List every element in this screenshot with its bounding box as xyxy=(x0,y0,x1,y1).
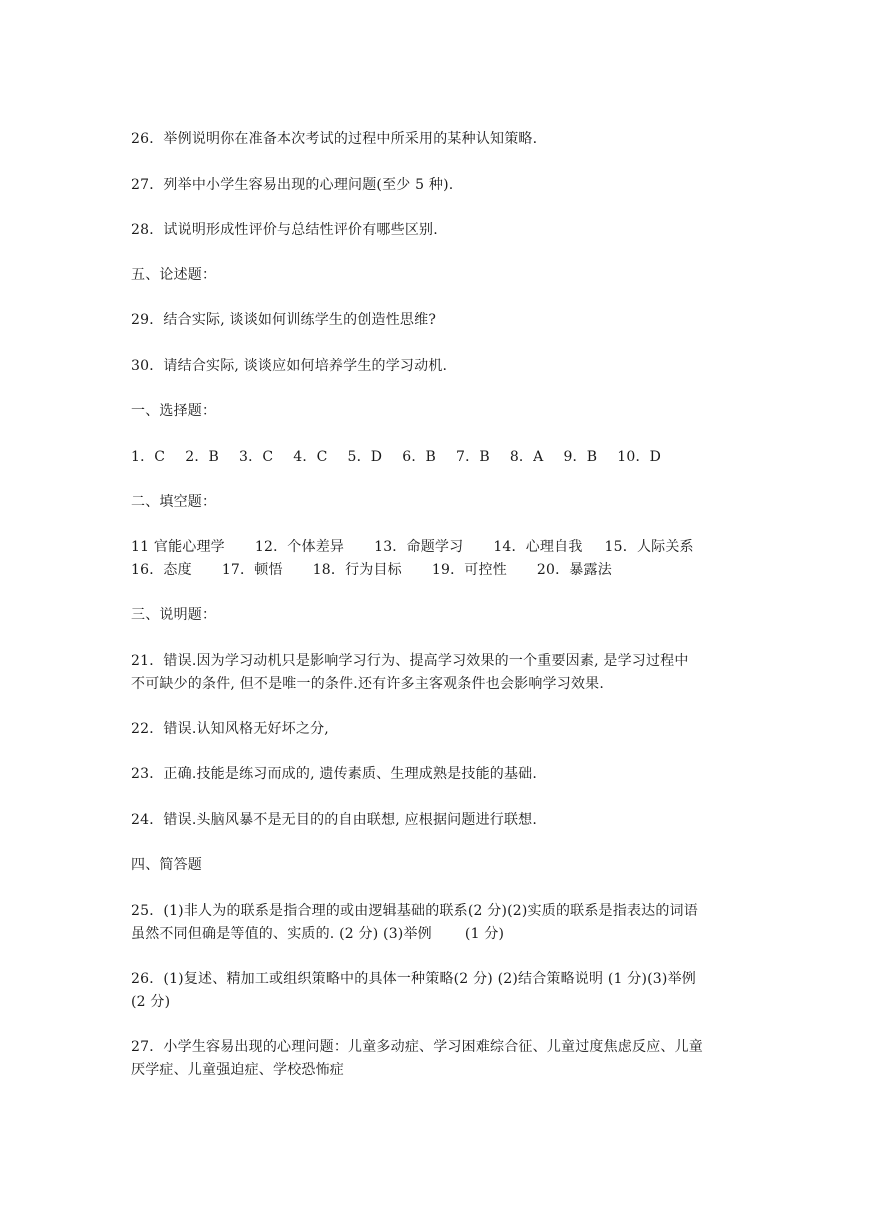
fill-answers-row-2 xyxy=(131,559,612,581)
answer-21-line-1: 21．错误.因为学习动机只是影响学习行为、提高学习效果的一个重要因素, 是学习过程中 xyxy=(131,653,689,669)
choice-answer: 4．C xyxy=(293,449,328,465)
fill-answer: 11 官能心理学 xyxy=(131,539,225,555)
question-30: 30．请结合实际, 谈谈应如何培养学生的学习动机. xyxy=(131,358,448,374)
answer-26-line-2: (2 分) xyxy=(131,994,171,1010)
answers-explain-heading: 三、说明题： xyxy=(131,607,217,623)
answer-26-line-1: 26．(1)复述、精加工或组织策略中的具体一种策略(2 分) (2)结合策略说明 (1 分)(3)举例 xyxy=(131,971,696,987)
fill-answer: 18．行为目标 xyxy=(312,562,402,578)
answer-21-line-2: 不可缺少的条件, 但不是唯一的条件.还有许多主客观条件也会影响学习效果. xyxy=(131,676,604,692)
answers-choice-heading: 一、选择题： xyxy=(131,403,217,419)
choice-answer: 7．B xyxy=(456,449,490,465)
choice-answer: 5．D xyxy=(347,449,383,465)
answers-fill-heading: 二、填空题： xyxy=(131,494,217,510)
choice-answer: 3．C xyxy=(239,449,274,465)
answer-27-line-2: 厌学症、儿童强迫症、学校恐怖症 xyxy=(131,1062,344,1078)
choice-answer: 9．B xyxy=(563,449,598,465)
answers-short-heading: 四、简答题 xyxy=(131,857,202,873)
choice-answers-row xyxy=(131,446,661,468)
answer-25-line-2: 虽然不同但确是等值的、实质的. (2 分) (3)举例 (1 分) xyxy=(131,926,505,942)
answer-25-line-1: 25．(1)非人为的联系是指合理的或由逻辑基础的联系(2 分)(2)实质的联系是指表达的词语 xyxy=(131,903,698,919)
question-28: 28．试说明形成性评价与总结性评价有哪些区别. xyxy=(131,222,438,238)
question-29: 29．结合实际, 谈谈如何训练学生的创造性思维? xyxy=(131,312,437,328)
answer-23: 23．正确.技能是练习而成的, 遗传素质、生理成熟是技能的基础. xyxy=(131,766,538,782)
section-essay-heading: 五、论述题： xyxy=(131,267,217,283)
answer-22: 22．错误.认知风格无好坏之分, xyxy=(131,721,329,737)
fill-answer: 20．暴露法 xyxy=(536,562,612,578)
choice-answer: 8．A xyxy=(509,449,544,465)
answer-27-line-1: 27．小学生容易出现的心理问题：儿童多动症、学习困难综合征、儿童过度焦虑反应、儿童 xyxy=(131,1039,704,1055)
fill-answer: 12．个体差异 xyxy=(254,539,345,555)
question-27: 27．列举中小学生容易出现的心理问题(至少 5 种). xyxy=(131,177,454,193)
question-26: 26．举例说明你在准备本次考试的过程中所采用的某种认知策略. xyxy=(131,131,538,147)
fill-answer: 17．顿悟 xyxy=(221,562,283,578)
fill-answer: 13．命题学习 xyxy=(374,539,464,555)
fill-answer: 15．人际关系 xyxy=(604,539,694,555)
answer-24: 24．错误.头脑风暴不是无目的的自由联想, 应根据问题进行联想. xyxy=(131,812,538,828)
choice-answer: 2．B xyxy=(185,449,220,465)
fill-answer: 14．心理自我 xyxy=(493,539,583,555)
fill-answer: 16．态度 xyxy=(131,562,192,578)
fill-answers-row-1 xyxy=(131,536,694,558)
choice-answer: 10．D xyxy=(617,449,662,465)
choice-answer: 1．C xyxy=(131,449,166,465)
choice-answer: 6．B xyxy=(402,449,437,465)
fill-answer: 19．可控性 xyxy=(431,562,507,578)
